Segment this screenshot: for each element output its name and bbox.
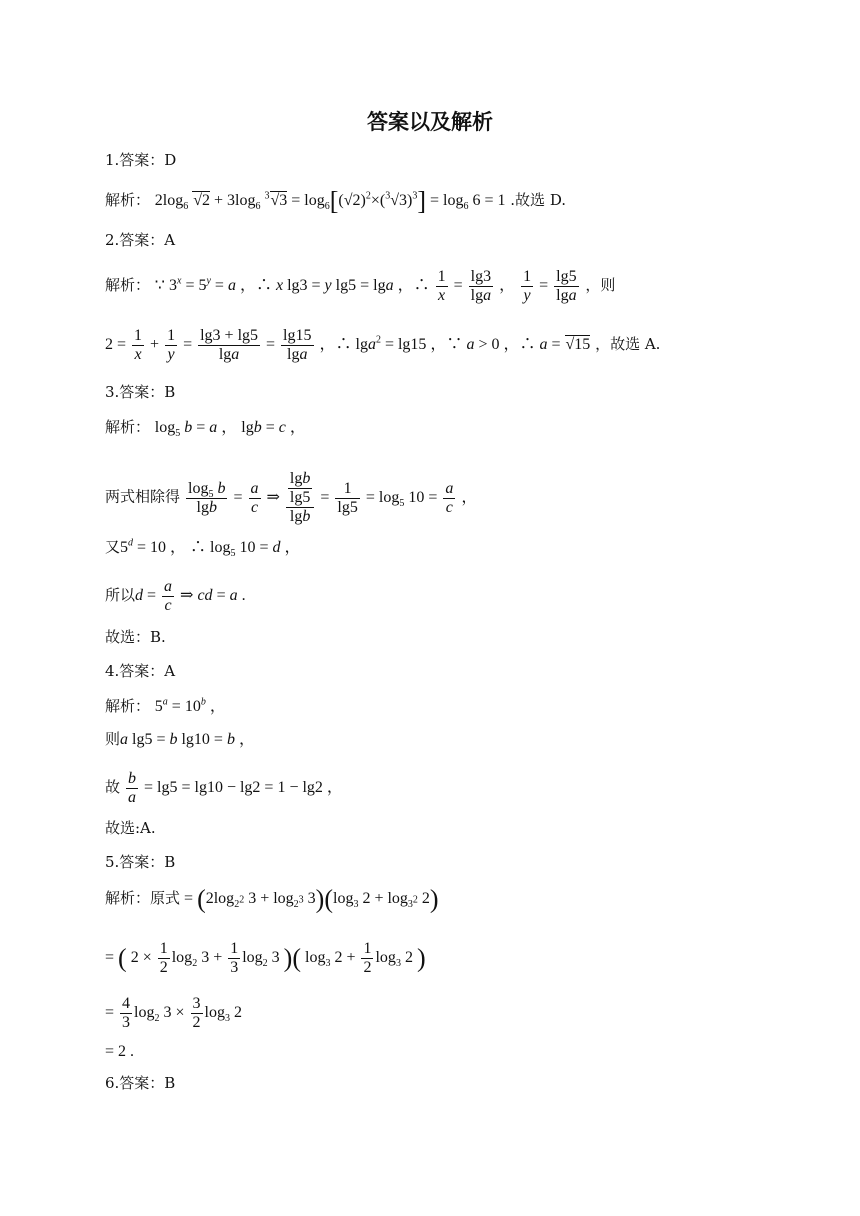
q5-formula-2: = ( 2 × $\frac{1}{2}$ $\log_2 3$ + $\frac{1}{3}$ $\log_2 3$ )( $\log_3 2$ + $\frac{1}{2}$ $\log_3 2$ ): [105, 940, 426, 976]
q2-label: 解析：: [105, 276, 151, 295]
q3-formula-1: $\log_5 b = a$ ， lgb = c ，: [154, 419, 306, 440]
q2-solution-1: [105, 268, 615, 305]
q4-conclusion: 故选:A.: [105, 819, 156, 837]
q4-formula-3: $\frac{b}{a}$ = lg5 = lg10 − lg2 = 1 − lg2 ，: [128, 770, 343, 806]
q5-original: 原式: [150, 889, 181, 907]
q3-solution-4: [105, 578, 246, 615]
q5-solution-2: [105, 940, 426, 977]
q4-solution-2: [105, 729, 255, 750]
q5-solution-4: [105, 1041, 134, 1062]
q1-tail: .故选 D.: [510, 191, 567, 209]
q3-label: 解析：: [105, 418, 151, 436]
q4-formula-2: a lg5 = b lg10 = b ，: [120, 731, 255, 748]
q3-formula-4: d = $\frac{a}{c}$ ⇒ cd = a .: [135, 578, 246, 614]
q4-formula-1: $5^a = 10^b$ ，: [154, 696, 226, 715]
q1-label: 解析：: [105, 191, 151, 209]
q4-hence: 故: [105, 778, 121, 797]
q3-divide: 两式相除得: [105, 487, 181, 506]
q4-solution-3: [105, 770, 343, 807]
q3-also: 又: [105, 538, 121, 556]
q4-solution-1: [105, 696, 226, 717]
q2-formula-1: ∵ $3^x = 5^y = a$ ，∴ x lg3 = y lg5 = lga ，∴ $\frac{1}{x}$ = $\frac{\lg 3}{\lg a}$ ， $\frac{1}{y}$ = $\frac{\lg 5}{\lg a}$: [154, 268, 577, 304]
q2-then: ，则: [585, 276, 616, 295]
q3-conclusion: 故选：B.: [105, 628, 166, 646]
q5-formula-3: = $\frac{4}{3}$ $\log_2 3$ × $\frac{3}{2}$ $\log_3 2$: [105, 995, 242, 1031]
q1-answer: 1.答案：D: [105, 151, 177, 169]
q2-tail: ，故选 A.: [595, 335, 661, 354]
q4-then: 则: [105, 730, 121, 748]
q1-solution: [105, 186, 567, 216]
page-title: 答案以及解析: [367, 110, 493, 134]
q3-solution-3: [105, 537, 301, 558]
q2-solution-2: [105, 327, 660, 364]
q5-solution-1: [105, 884, 439, 914]
q4-label: 解析：: [105, 697, 151, 715]
q3-so: 所以: [105, 586, 136, 605]
q3-answer: 3.答案：B: [105, 383, 176, 401]
q5-label: 解析：: [105, 889, 151, 907]
q3-formula-2: $\frac{\log_5 b}{\lg b}$ = $\frac{a}{c}$ ⇒ $\frac{\frac{\lg b}{\lg 5}}{\lg b}$ = $\frac{1}{\lg 5}$ = $\log_5 10$ = $\frac{a}{c}$ ，: [188, 470, 478, 525]
q3-solution-2: [105, 470, 477, 526]
q5-answer: 5.答案：B: [105, 853, 176, 871]
q3-solution-1: [105, 417, 306, 438]
q4-answer: 4.答案：A: [105, 662, 176, 680]
q6-answer: 6.答案：B: [105, 1074, 176, 1092]
q3-formula-3: $5^d = 10$ ， ∴ $\log_5 10 = d$ ，: [120, 537, 301, 560]
q2-answer: 2.答案：A: [105, 231, 176, 249]
q2-formula-2: 2 = $\frac{1}{x}$ + $\frac{1}{y}$ = $\frac{\lg 3 + \lg 5}{\lg a}$ = $\frac{\lg 15}{\lg a}$ ，∴ lga$^2$ = lg15 ，∵ a > 0 ，∴ a = √15: [105, 327, 591, 363]
q5-formula-4: = 2 .: [105, 1043, 135, 1060]
q5-solution-3: [105, 995, 242, 1032]
q1-formula: $2\log_6$ $√2 + 3\log_6$ $^3√3 = \log_6[(√2)^2\times(^3√3)^3] = \log_6 6 = 1$: [154, 186, 506, 216]
q5-formula-1: = ($2\log_{2^2}$ $3 + \log_{2^3} 3)(\log_3$ $2 + \log_{3^2} 2$): [180, 884, 439, 914]
